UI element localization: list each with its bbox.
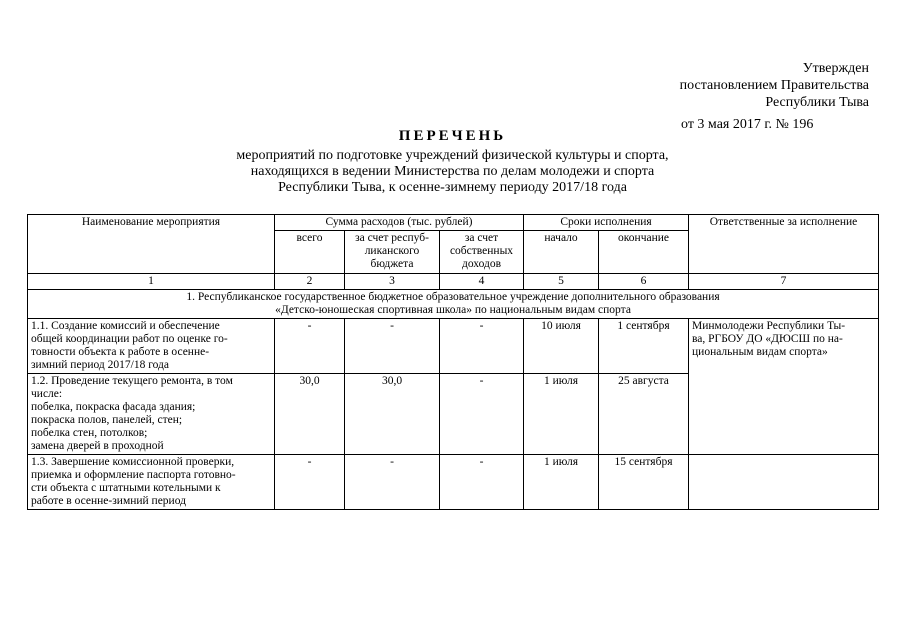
- column-numbers-row: [28, 274, 879, 290]
- header-terms: Сроки исполнения: [524, 215, 689, 231]
- header-own: за счет собственных доходов: [440, 231, 524, 274]
- document-title: ПЕРЕЧЕНЬ: [398, 128, 507, 144]
- approval-line-3: Республики Тыва: [765, 95, 869, 110]
- column-number: 4: [440, 274, 524, 290]
- column-number: 3: [345, 274, 440, 290]
- row-total: 30,0: [275, 374, 345, 455]
- row-total: -: [275, 455, 345, 510]
- header-end: окончание: [599, 231, 689, 274]
- row-start: 1 июля: [524, 374, 599, 455]
- approval-line-2: постановлением Правительства: [679, 78, 869, 93]
- column-number: 2: [275, 274, 345, 290]
- section-row: [28, 290, 879, 319]
- header-start: начало: [524, 231, 599, 274]
- header-name: Наименование мероприятия: [28, 215, 275, 274]
- row-start: 10 июля: [524, 319, 599, 374]
- row-responsible: Минмолодежи Республики Ты- ва, РГБОУ ДО «ДЮСШ по на- циональным видам спорта»: [689, 319, 879, 455]
- row-name: 1.2. Проведение текущего ремонта, в том числе: побелка, покраска фасада здания; покраска полов, панелей, стен; побелка стен, потолков; замена дверей в проходной: [28, 374, 275, 455]
- row-republic: 30,0: [345, 374, 440, 455]
- row-end: 1 сентября: [599, 319, 689, 374]
- header-row-1: [28, 215, 879, 231]
- subtitle-line-3: Республики Тыва, к осенне-зимнему периоду 2017/18 года: [278, 180, 627, 195]
- row-republic: -: [345, 319, 440, 374]
- section-heading: 1. Республиканское государственное бюджетное образовательное учреждение дополнительного образования «Детско-юношеская спортивная школа» по национальным видам спорта: [28, 290, 879, 319]
- header-total: всего: [275, 231, 345, 274]
- column-number: 6: [599, 274, 689, 290]
- row-own: -: [440, 455, 524, 510]
- approval-block: [649, 60, 869, 133]
- column-number: 5: [524, 274, 599, 290]
- header-expenses: Сумма расходов (тыс. рублей): [275, 215, 524, 231]
- table-row: [28, 455, 879, 510]
- row-total: -: [275, 319, 345, 374]
- row-republic: -: [345, 455, 440, 510]
- table-row: [28, 319, 879, 374]
- approval-decree: от 3 мая 2017 г. № 196: [681, 117, 814, 132]
- row-end: 25 августа: [599, 374, 689, 455]
- subtitle-line-1: мероприятий по подготовке учреждений физической культуры и спорта,: [236, 148, 669, 163]
- column-number: 1: [28, 274, 275, 290]
- header-republic: за счет респуб- ликанского бюджета: [345, 231, 440, 274]
- measures-table: [27, 214, 879, 510]
- document-subtitle: [0, 148, 905, 196]
- row-end: 15 сентября: [599, 455, 689, 510]
- approval-line-1: Утвержден: [802, 61, 869, 76]
- row-name: 1.3. Завершение комиссионной проверки, приемка и оформление паспорта готовно- сти объекта с штатными котельными к работе в осенне-зимний период: [28, 455, 275, 510]
- row-name: 1.1. Создание комиссий и обеспечение общей координации работ по оценке го- товности объекта к работе в осенне- зимний период 2017/18 года: [28, 319, 275, 374]
- row-responsible-empty: [689, 455, 879, 510]
- subtitle-line-2: находящихся в ведении Министерства по делам молодежи и спорта: [250, 164, 655, 179]
- header-responsible: Ответственные за исполнение: [689, 215, 879, 274]
- row-own: -: [440, 319, 524, 374]
- column-number: 7: [689, 274, 879, 290]
- row-own: -: [440, 374, 524, 455]
- row-start: 1 июля: [524, 455, 599, 510]
